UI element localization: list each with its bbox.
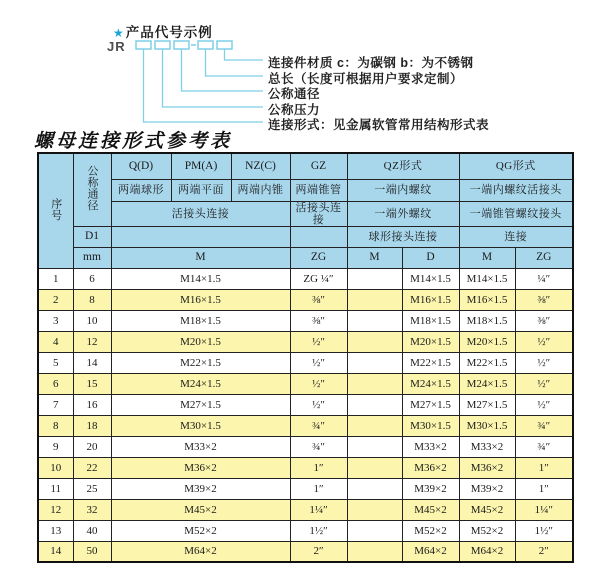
cell-dn: 20 [73,436,111,457]
cell-qz-d: M39×2 [402,478,459,499]
cell-zg: 1″ [290,457,347,478]
cell-m: M39×2 [111,478,290,499]
table-row [38,331,573,352]
cell-m: M36×2 [111,457,290,478]
cell-m: M33×2 [111,436,290,457]
product-code-heading-text: 产品代号示例 [125,25,213,40]
cell-dn: 8 [73,289,111,310]
header-q-desc: 两端球形 [111,179,171,201]
code-box-3 [174,41,189,49]
cell-m: M30×1.5 [111,415,290,436]
label-material: 连接件材质 c：为碳钢 b：为不锈钢 [268,56,474,70]
cell-qg-zg: ¼″ [515,268,573,289]
header-nz-desc: 两端内锥 [231,179,290,201]
cell-zg: ⅜″ [290,289,347,310]
cell-seq: 10 [38,457,73,478]
cell-qz-d: M45×2 [402,499,459,520]
cell-qg-m: M14×1.5 [459,268,515,289]
cell-dn: 15 [73,373,111,394]
cell-qg-m: M36×2 [459,457,515,478]
cell-zg: ¾″ [290,415,347,436]
label-total-length: 总长（长度可根据用户要求定制） [268,72,464,86]
cell-qg-zg: 2″ [515,541,573,562]
product-code-heading [113,21,213,41]
cell-qz-m [347,289,402,310]
cell-qz-d: M36×2 [402,457,459,478]
cell-qg-m: M27×1.5 [459,394,515,415]
code-box-5 [217,41,232,49]
header-m3: M [459,247,515,268]
leader-line-material [225,49,264,60]
table-row [38,478,573,499]
cell-dn: 6 [73,268,111,289]
cell-dn: 14 [73,352,111,373]
cell-zg: ⅜″ [290,310,347,331]
cell-qz-d: M14×1.5 [402,268,459,289]
cell-qz-m [347,268,402,289]
cell-qg-zg: 1¼″ [515,499,573,520]
cell-dn: 18 [73,415,111,436]
cell-dn: 10 [73,310,111,331]
cell-seq: 7 [38,394,73,415]
table-row [38,352,573,373]
cell-qg-m: M30×1.5 [459,415,515,436]
leader-line-dn [182,49,264,91]
cell-qz-m [347,415,402,436]
cell-dn: 40 [73,520,111,541]
cell-qz-d: M52×2 [402,520,459,541]
cell-m: M64×2 [111,541,290,562]
header-m2: M [347,247,402,268]
cell-seq: 2 [38,289,73,310]
table-body [38,268,573,562]
table-row [38,289,573,310]
cell-qg-zg: 1″ [515,457,573,478]
cell-zg: 2″ [290,541,347,562]
header-union-connection: 活接头连接 [111,201,290,226]
label-nominal-pressure: 公称压力 [268,103,321,117]
cell-qg-m: M33×2 [459,436,515,457]
header-dn: 公称通径 [73,153,111,226]
cell-qz-d: M64×2 [402,541,459,562]
cell-qg-zg: 1″ [515,478,573,499]
cell-zg: 1¼″ [290,499,347,520]
header-gz-desc: 两端锥管 [290,179,347,201]
table-row [38,310,573,331]
cell-dn: 32 [73,499,111,520]
cell-seq: 13 [38,520,73,541]
cell-seq: 3 [38,310,73,331]
header-zg2: ZG [515,247,573,268]
cell-qg-m: M20×1.5 [459,331,515,352]
code-box-1 [136,41,151,49]
cell-dn: 12 [73,331,111,352]
code-box-2 [155,41,170,49]
cell-seq: 12 [38,499,73,520]
header-gz-connection: 活接头连接 [290,201,347,226]
cell-m: M52×2 [111,520,290,541]
cell-dn: 22 [73,457,111,478]
table-row [38,457,573,478]
table-row [38,436,573,457]
header-nz: NZ(C) [231,153,290,179]
cell-qg-m: M45×2 [459,499,515,520]
cell-qg-zg: ¾″ [515,436,573,457]
cell-m: M22×1.5 [111,352,290,373]
code-prefix: JR [107,39,126,54]
header-pm: PM(A) [171,153,231,179]
cell-m: M20×1.5 [111,331,290,352]
cell-seq: 1 [38,268,73,289]
cell-seq: 4 [38,331,73,352]
header-q: Q(D) [111,153,171,179]
cell-qz-d: M27×1.5 [402,394,459,415]
cell-qg-zg: ⅜″ [515,289,573,310]
table-row [38,268,573,289]
header-m1: M [111,247,290,268]
header-qg: QG形式 [459,153,573,179]
table-row [38,520,573,541]
header-qz-desc1: 一端内螺纹 [347,179,459,201]
label-connection-form: 连接形式：见金属软管常用结构形式表 [268,118,490,132]
cell-qz-m [347,331,402,352]
cell-qg-zg: ½″ [515,352,573,373]
cell-qg-m: M22×1.5 [459,352,515,373]
cell-qz-m [347,352,402,373]
table-row [38,394,573,415]
header-qg-desc2: 一端锥管螺纹接头 [459,201,573,226]
header-seq: 序号 [38,153,73,268]
cell-zg: ¾″ [290,436,347,457]
cell-seq: 9 [38,436,73,457]
cell-qg-zg: ½″ [515,394,573,415]
cell-dn: 16 [73,394,111,415]
cell-qz-d: M18×1.5 [402,310,459,331]
header-qg-connection: 连接 [459,226,573,247]
cell-zg: ½″ [290,352,347,373]
cell-qz-d: M16×1.5 [402,289,459,310]
cell-qz-d: M30×1.5 [402,415,459,436]
cell-qz-m [347,499,402,520]
cell-qz-m [347,457,402,478]
cell-qz-m [347,436,402,457]
cell-seq: 5 [38,352,73,373]
star-icon: ★ [113,26,125,40]
header-mm: mm [73,247,111,268]
cell-qg-zg: ⅜″ [515,310,573,331]
cell-qz-m [347,478,402,499]
cell-qz-d: M33×2 [402,436,459,457]
cell-m: M16×1.5 [111,289,290,310]
table-row [38,373,573,394]
header-qg-desc1: 一端内螺纹活接头 [459,179,573,201]
header-blank-gz [290,226,347,247]
header-qz-desc2: 一端外螺纹 [347,201,459,226]
cell-dn: 50 [73,541,111,562]
cell-m: M45×2 [111,499,290,520]
header-zg1: ZG [290,247,347,268]
cell-qg-m: M52×2 [459,520,515,541]
cell-zg: 1½″ [290,520,347,541]
cell-qz-m [347,394,402,415]
cell-m: M18×1.5 [111,310,290,331]
nut-connection-table [37,152,574,563]
code-box-4 [198,41,213,49]
cell-qz-m [347,541,402,562]
header-pm-desc: 两端平面 [171,179,231,201]
cell-qg-m: M39×2 [459,478,515,499]
cell-zg: ½″ [290,331,347,352]
header-blank-union [111,226,290,247]
cell-qg-zg: ½″ [515,331,573,352]
cell-qg-m: M18×1.5 [459,310,515,331]
cell-qz-d: M20×1.5 [402,331,459,352]
header-d1: D1 [73,226,111,247]
cell-qg-m: M64×2 [459,541,515,562]
table-row [38,499,573,520]
cell-qz-m [347,520,402,541]
cell-seq: 6 [38,373,73,394]
leader-line-pressure [163,49,264,107]
cell-qg-zg: ¾″ [515,415,573,436]
cell-zg: ½″ [290,394,347,415]
cell-qg-zg: 1½″ [515,520,573,541]
cell-dn: 25 [73,478,111,499]
cell-m: M24×1.5 [111,373,290,394]
cell-qg-m: M24×1.5 [459,373,515,394]
cell-seq: 8 [38,415,73,436]
cell-qg-m: M16×1.5 [459,289,515,310]
cell-qz-m [347,373,402,394]
table-row [38,415,573,436]
header-d: D [402,247,459,268]
cell-seq: 14 [38,541,73,562]
leader-line-length [206,49,264,76]
cell-zg: 1″ [290,478,347,499]
label-nominal-diameter: 公称通径 [268,87,321,101]
cell-qz-d: M24×1.5 [402,373,459,394]
cell-qz-m [347,310,402,331]
table-title: 螺母连接形式参考表 [34,131,233,152]
header-qz-connection: 球形接头连接 [347,226,459,247]
header-gz: GZ [290,153,347,179]
cell-zg: ZG ¼″ [290,268,347,289]
table-row [38,541,573,562]
cell-qg-zg: ½″ [515,373,573,394]
cell-m: M27×1.5 [111,394,290,415]
cell-qz-d: M22×1.5 [402,352,459,373]
cell-zg: ½″ [290,373,347,394]
header-qz: QZ形式 [347,153,459,179]
cell-m: M14×1.5 [111,268,290,289]
cell-seq: 11 [38,478,73,499]
